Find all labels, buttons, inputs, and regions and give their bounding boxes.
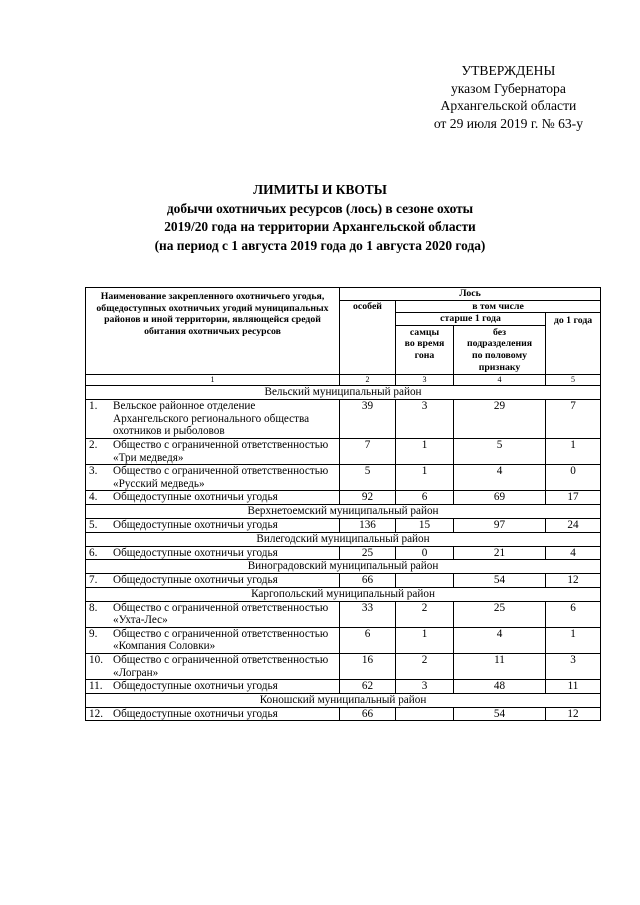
young-value: 24 bbox=[546, 518, 601, 532]
header-males-rut: самцы во время гона bbox=[396, 325, 454, 374]
males-value: 3 bbox=[396, 680, 454, 694]
total-value: 62 bbox=[340, 680, 396, 694]
district-name: Вилегодский муниципальный район bbox=[86, 532, 601, 546]
hunting-ground-cell bbox=[86, 680, 340, 694]
total-value: 66 bbox=[340, 707, 396, 721]
column-numbers-row bbox=[86, 375, 601, 386]
hunting-ground-name: Вельское районное отделение Архангельского регионального общества охотников и рыболовов bbox=[113, 400, 310, 438]
hunting-ground-name: Общедоступные охотничьи угодья bbox=[113, 491, 278, 504]
no-division-value: 97 bbox=[454, 518, 546, 532]
approval-stamp bbox=[434, 62, 583, 132]
table-row bbox=[86, 438, 601, 464]
young-value: 0 bbox=[546, 465, 601, 491]
total-value: 92 bbox=[340, 491, 396, 505]
header-older-1y: старше 1 года bbox=[396, 313, 546, 326]
hunting-ground-cell bbox=[86, 707, 340, 721]
header-total: особей bbox=[340, 300, 396, 375]
column-number-3: 3 bbox=[396, 375, 454, 386]
hunting-ground-cell bbox=[86, 491, 340, 505]
district-row bbox=[86, 693, 601, 707]
district-row bbox=[86, 532, 601, 546]
table-row bbox=[86, 400, 601, 439]
table-row bbox=[86, 518, 601, 532]
district-name: Верхнетоемский муниципальный район bbox=[86, 504, 601, 518]
total-value: 7 bbox=[340, 438, 396, 464]
table-row bbox=[86, 654, 601, 680]
district-row bbox=[86, 587, 601, 601]
young-value: 12 bbox=[546, 707, 601, 721]
title-line-3: 2019/20 года на территории Архангельской области bbox=[164, 219, 476, 234]
males-value bbox=[396, 707, 454, 721]
table-body bbox=[86, 386, 601, 721]
row-index: 9. bbox=[89, 627, 98, 640]
title-line-4: (на период с 1 августа 2019 года до 1 августа 2020 года) bbox=[154, 237, 486, 253]
young-value: 6 bbox=[546, 601, 601, 627]
no-division-value: 25 bbox=[454, 601, 546, 627]
district-row bbox=[86, 504, 601, 518]
table-row bbox=[86, 680, 601, 694]
row-index: 1. bbox=[89, 400, 98, 413]
row-index: 7. bbox=[89, 574, 98, 587]
column-number-4: 4 bbox=[454, 375, 546, 386]
hunting-ground-name: Общество с ограниченной ответственностью «Компания Соловки» bbox=[113, 627, 329, 653]
no-division-value: 21 bbox=[454, 546, 546, 560]
young-value: 4 bbox=[546, 546, 601, 560]
young-value: 3 bbox=[546, 654, 601, 680]
table-row bbox=[86, 491, 601, 505]
district-name: Виноградовский муниципальный район bbox=[86, 560, 601, 574]
header-species: Лось bbox=[340, 288, 601, 301]
table-row bbox=[86, 601, 601, 627]
header-including: в том числе bbox=[396, 300, 601, 313]
young-value: 1 bbox=[546, 627, 601, 653]
total-value: 33 bbox=[340, 601, 396, 627]
row-index: 4. bbox=[89, 491, 98, 504]
males-value: 2 bbox=[396, 654, 454, 680]
males-value: 1 bbox=[396, 438, 454, 464]
hunting-ground-cell bbox=[86, 601, 340, 627]
district-row bbox=[86, 560, 601, 574]
row-index: 2. bbox=[89, 438, 98, 451]
males-value: 15 bbox=[396, 518, 454, 532]
district-name: Коношский муниципальный район bbox=[86, 693, 601, 707]
young-value: 7 bbox=[546, 400, 601, 439]
hunting-ground-name: Общедоступные охотничьи угодья bbox=[113, 518, 278, 531]
table-row bbox=[86, 465, 601, 491]
males-value: 2 bbox=[396, 601, 454, 627]
table-row bbox=[86, 546, 601, 560]
hunting-ground-cell bbox=[86, 518, 340, 532]
approval-line-region: Архангельской области bbox=[440, 98, 577, 113]
no-division-value: 54 bbox=[454, 707, 546, 721]
row-index: 10. bbox=[89, 654, 103, 667]
row-index: 6. bbox=[89, 546, 98, 559]
hunting-ground-name: Общество с ограниченной ответственностью «Три медведя» bbox=[113, 438, 329, 464]
hunting-ground-cell bbox=[86, 574, 340, 588]
males-value: 1 bbox=[396, 465, 454, 491]
no-division-value: 54 bbox=[454, 574, 546, 588]
males-value: 6 bbox=[396, 491, 454, 505]
hunting-ground-name: Общедоступные охотничьи угодья bbox=[113, 680, 278, 693]
row-index: 8. bbox=[89, 601, 98, 614]
row-index: 12. bbox=[89, 707, 103, 720]
title-line-2: добычи охотничьих ресурсов (лось) в сезоне охоты bbox=[166, 200, 474, 216]
header-name-column: Наименование закрепленного охотничьего угодья, общедоступных охотничьих угодий муниципальных районов и иной территории, являющейся средой обитания охотничьих ресурсов bbox=[86, 288, 340, 375]
header-no-sex-split: без подразделения по половому признаку bbox=[454, 325, 546, 374]
no-division-value: 5 bbox=[454, 438, 546, 464]
total-value: 136 bbox=[340, 518, 396, 532]
title-line-1: ЛИМИТЫ И КВОТЫ bbox=[253, 182, 387, 197]
row-index: 3. bbox=[89, 465, 98, 478]
row-index: 11. bbox=[89, 680, 103, 693]
hunting-ground-name: Общество с ограниченной ответственностью «Логран» bbox=[113, 654, 329, 679]
district-name: Вельский муниципальный район bbox=[86, 386, 601, 400]
total-value: 25 bbox=[340, 546, 396, 560]
males-value: 1 bbox=[396, 627, 454, 653]
document-title bbox=[0, 181, 640, 255]
column-number-5: 5 bbox=[546, 375, 601, 386]
total-value: 5 bbox=[340, 465, 396, 491]
no-division-value: 48 bbox=[454, 680, 546, 694]
hunting-ground-name: Общедоступные охотничьи угодья bbox=[113, 546, 278, 559]
males-value: 0 bbox=[396, 546, 454, 560]
hunting-ground-cell bbox=[86, 465, 340, 491]
approval-line-approved: УТВЕРЖДЕНЫ bbox=[461, 63, 556, 78]
young-value: 17 bbox=[546, 491, 601, 505]
no-division-value: 29 bbox=[454, 400, 546, 439]
column-number-1: 1 bbox=[86, 375, 340, 386]
district-row bbox=[86, 386, 601, 400]
hunting-ground-cell bbox=[86, 654, 340, 680]
hunting-ground-name: Общедоступные охотничьи угодья bbox=[113, 707, 278, 720]
males-value bbox=[396, 574, 454, 588]
no-division-value: 69 bbox=[454, 491, 546, 505]
total-value: 66 bbox=[340, 574, 396, 588]
young-value: 1 bbox=[546, 438, 601, 464]
total-value: 6 bbox=[340, 627, 396, 653]
table-row bbox=[86, 707, 601, 721]
hunting-ground-name: Общество с ограниченной ответственностью «Ухта-Лес» bbox=[113, 601, 329, 627]
no-division-value: 4 bbox=[454, 465, 546, 491]
no-division-value: 4 bbox=[454, 627, 546, 653]
header-under-1y: до 1 года bbox=[546, 313, 601, 375]
hunting-ground-cell bbox=[86, 438, 340, 464]
hunting-ground-name: Общество с ограниченной ответственностью «Русский медведь» bbox=[113, 465, 329, 490]
district-name: Каргопольский муниципальный район bbox=[86, 587, 601, 601]
approval-line-decree: указом Губернатора bbox=[450, 80, 566, 96]
young-value: 12 bbox=[546, 574, 601, 588]
total-value: 39 bbox=[340, 400, 396, 439]
hunting-ground-cell bbox=[86, 400, 340, 439]
males-value: 3 bbox=[396, 400, 454, 439]
no-division-value: 11 bbox=[454, 654, 546, 680]
total-value: 16 bbox=[340, 654, 396, 680]
column-number-2: 2 bbox=[340, 375, 396, 386]
table-row bbox=[86, 574, 601, 588]
table-row bbox=[86, 627, 601, 653]
hunting-ground-name: Общедоступные охотничьи угодья bbox=[113, 574, 278, 587]
young-value: 11 bbox=[546, 680, 601, 694]
approval-line-date: от 29 июля 2019 г. № 63-у bbox=[433, 115, 583, 131]
row-index: 5. bbox=[89, 518, 98, 531]
hunting-ground-cell bbox=[86, 546, 340, 560]
hunting-ground-cell bbox=[86, 627, 340, 653]
limits-table bbox=[85, 287, 601, 721]
